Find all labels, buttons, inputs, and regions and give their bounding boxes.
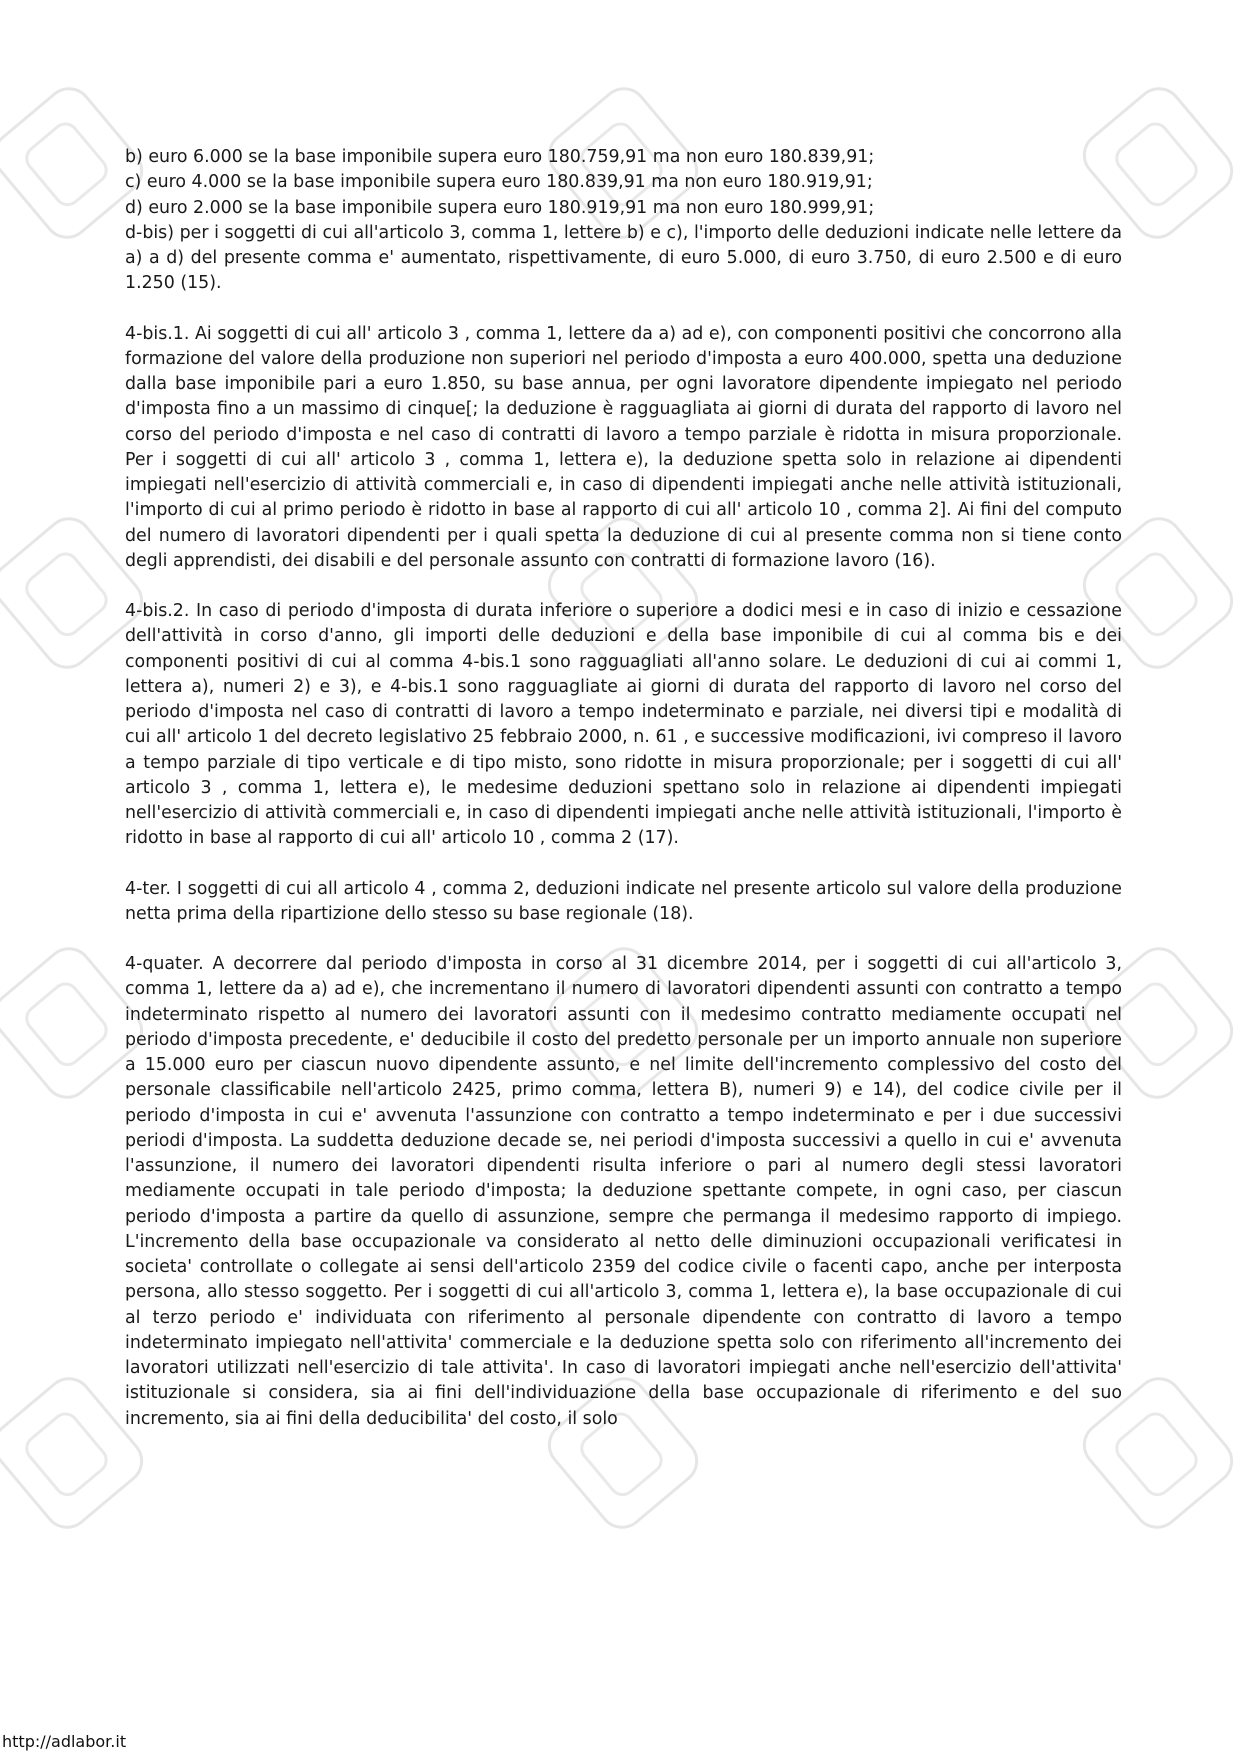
list-item: b) euro 6.000 se la base imponibile supera euro 180.759,91 ma non euro 180.839,91; <box>125 147 875 167</box>
document-body <box>125 145 1122 1457</box>
paragraph-4bis1: 4-bis.1. Ai soggetti di cui all' articolo 3 , comma 1, lettere da a) ad e), con componenti positivi che concorrono alla formazione del valore della produzione non superiori nel periodo d'imposta a euro 400.000, spetta una deduzione dalla base imponibile pari a euro 1.850, su base annua, per ogni lavoratore dipendente impiegato nel periodo d'imposta fino a un massimo di cinque[; la deduzione è ragguagliata ai giorni di durata del rapporto di lavoro nel corso del periodo d'imposta e nel caso di contratti di lavoro a tempo parziale è ridotta in misura proporzionale. Per i soggetti di cui all' articolo 3 , comma 1, lettera e), la deduzione spetta solo in relazione ai dipendenti impiegati nell'esercizio di attività commerciali e, in caso di dipendenti impiegati anche nelle attività istituzionali, l'importo di cui al primo periodo è ridotto in base al rapporto di cui all' articolo 10 , comma 2]. Ai fini del computo del numero di lavoratori dipendenti per i quali spetta la deduzione di cui al presente comma non si tiene conto degli apprendisti, dei disabili e del personale assunto con contratti di formazione lavoro (16). <box>125 323 1122 571</box>
list-item: d) euro 2.000 se la base imponibile supera euro 180.919,91 ma non euro 180.999,91; <box>125 197 875 218</box>
paragraph-dbis: d-bis) per i soggetti di cui all'articolo 3, comma 1, lettere b) e c), l'importo delle deduzioni indicate nelle lettere da a) a d) del presente comma e' aumentato, rispettivamente, di euro 5.000, di euro 3.750, di euro 2.500 e di euro 1.250 (15). <box>125 222 1122 294</box>
footer-url: http://adlabor.it <box>2 1732 127 1751</box>
paragraph-4quater: 4-quater. A decorrere dal periodo d'imposta in corso al 31 dicembre 2014, per i soggetti di cui all'articolo 3, comma 1, lettere da a) ad e), che incrementano il numero di lavoratori dipendenti assunti con contratto a tempo indeterminato rispetto al numero dei lavoratori assunti con il medesimo contratto mediamente occupati nel periodo d'imposta precedente, e' deducibile il costo del predetto personale per un importo annuale non superiore a 15.000 euro per ciascun nuovo dipendente assunto, e nel limite dell'incremento complessivo del costo del personale classificabile nell'articolo 2425, primo comma, lettera B), numeri 9) e 14), del codice civile per il periodo d'imposta in cui e' avvenuta l'assunzione con contratto a tempo indeterminato e per i due successivi periodi d'imposta. La suddetta deduzione decade se, nei periodi d'imposta successivi a quello in cui e' avvenuta l'assunzione, il numero dei lavoratori dipendenti risulta inferiore o pari al numero degli stessi lavoratori mediamente occupati in tale periodo d'imposta; la deduzione spettante compete, in ogni caso, per ciascun periodo d'imposta a partire da quello di assunzione, sempre che permanga il medesimo rapporto di impiego. L'incremento della base occupazionale va considerato al netto delle diminuzioni occupazionali verificatesi in societa' controllate o collegate ai sensi dell'articolo 2359 del codice civile o facenti capo, anche per interposta persona, allo stesso soggetto. Per i soggetti di cui all'articolo 3, comma 1, lettera e), la base occupazionale di cui al terzo periodo e' individuata con riferimento al personale dipendente con contratto di lavoro a tempo indeterminato impiegato nell'attivita' commerciale e la deduzione spetta solo con riferimento all'incremento dei lavoratori utilizzati nell'esercizio di tale attivita'. In caso di lavoratori impiegati anche nell'esercizio dell'attivita' istituzionale si considera, sia ai fini dell'individuazione della base occupazionale di riferimento e del suo incremento, sia ai fini della deducibilita' del costo, il solo <box>125 954 1122 1429</box>
paragraph-4ter: 4-ter. I soggetti di cui all articolo 4 , comma 2, deduzioni indicate nel presente articolo sul valore della produzione netta prima della ripartizione dello stesso su base regionale (18). <box>125 878 1122 924</box>
paragraph-4bis2: 4-bis.2. In caso di periodo d'imposta di durata inferiore o superiore a dodici mesi e in caso di inizio e cessazione dell'attività in corso d'anno, gli importi delle deduzioni e della base imponibile di cui al comma bis e dei componenti positivi di cui al comma 4-bis.1 sono ragguagliati all'anno solare. Le deduzioni di cui ai commi 1, lettera a), numeri 2) e 3), e 4-bis.1 sono ragguagliate ai giorni di durata del rapporto di lavoro nel corso del periodo d'imposta nel caso di contratti di lavoro a tempo indeterminato e parziale, nei diversi tipi e modalità di cui all' articolo 1 del decreto legislativo 25 febbraio 2000, n. 61 , e successive modificazioni, ivi compreso il lavoro a tempo parziale di tipo verticale e di tipo misto, sono ridotte in misura proporzionale; per i soggetti di cui all' articolo 3 , comma 1, lettera e), le medesime deduzioni spettano solo in relazione ai dipendenti impiegati nell'esercizio di attività commerciali e, in caso di dipendenti impiegati anche nelle attività istituzionali, l'importo è ridotto in base al rapporto di cui all' articolo 10 , comma 2 (17). <box>125 601 1122 849</box>
list-item: c) euro 4.000 se la base imponibile supera euro 180.839,91 ma non euro 180.919,91; <box>125 172 873 193</box>
